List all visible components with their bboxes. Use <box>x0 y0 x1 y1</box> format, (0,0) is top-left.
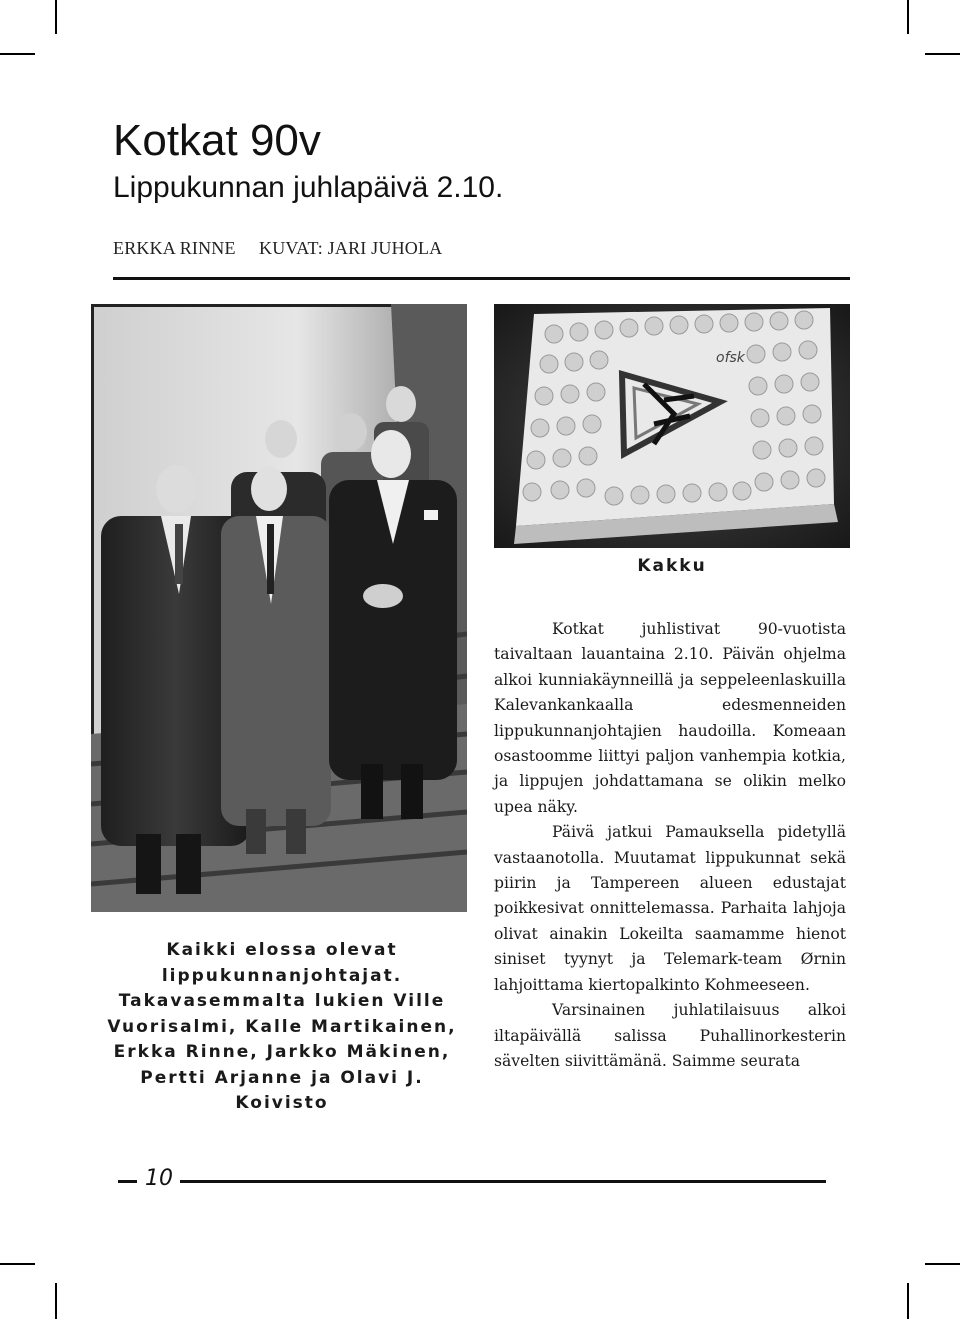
footer-rule-left <box>118 1180 137 1183</box>
caption-line: Erkka Rinne, Jarkko Mäkinen, <box>113 1042 451 1062</box>
article-subtitle: Lippukunnan juhlapäivä 2.10. <box>113 171 504 204</box>
header-rule <box>113 277 850 280</box>
caption-line: Vuorisalmi, Kalle Martikainen, <box>107 1016 457 1037</box>
caption-line: lippukunnanjohtajat. <box>161 965 403 986</box>
body-paragraph: Päivä jatkui Pamauksella pidetyllä vastaanotolla. Muutamat lippukunnat sekä piirin ja Tampereen alueen edustajat poikkesivat onnittelemassa. Parhaita lahjoja olivat ainakin Lokeilta saamamme hienot siniset tyynyt ja Telemark-team Ørnin lahjoittama kiertopalkinto Kohmeeseen. <box>494 823 846 994</box>
author-byline: ERKKA RINNE <box>113 238 236 258</box>
crop-mark <box>907 0 909 34</box>
footer-rule-right <box>180 1180 826 1183</box>
body-paragraph: Kotkat juhlistivat 90-vuotista taivaltaan lauantaina 2.10. Päivän ohjelma alkoi kunniakäynneillä ja seppeleenlaskuilla Kalevankankaalla edesmenneiden lippukunnanjohtajien haudoilla. Komeaan osastoomme liittyi paljon vanhempia kotkia, ja lippujen johdattamana se olikin melko upea näky. <box>494 620 846 816</box>
page-number: 10 <box>145 1166 173 1191</box>
crop-mark <box>55 1283 57 1319</box>
body-paragraph: Varsinainen juhlatilaisuus alkoi iltapäivällä salissa Puhallinorkesterin sävelten siivittämänä. Saimme seurata <box>494 1001 846 1070</box>
crop-mark <box>0 1263 35 1265</box>
crop-mark <box>925 1263 960 1265</box>
crop-mark <box>0 53 35 55</box>
article-title: Kotkat 90v <box>113 116 321 165</box>
caption-line: Pertti Arjanne ja Olavi J. Koivisto <box>140 1067 424 1113</box>
photo-credit: KUVAT: JARI JUHOLA <box>259 238 443 258</box>
caption-line: Takavasemmalta lukien Ville <box>118 991 446 1011</box>
group-portrait-photo <box>91 304 467 912</box>
cake-logo-text: ofsk <box>716 350 745 366</box>
cake-caption: Kakku <box>637 556 707 576</box>
group-portrait-photo-art <box>91 304 467 912</box>
crop-mark <box>925 53 960 55</box>
crop-mark <box>55 0 57 34</box>
group-photo-caption <box>92 938 472 1117</box>
crop-mark <box>907 1283 909 1319</box>
caption-line: Kaikki elossa olevat <box>166 940 398 960</box>
cake-photo <box>494 304 850 548</box>
article-body <box>494 617 846 1074</box>
cake-photo-art <box>494 304 850 548</box>
